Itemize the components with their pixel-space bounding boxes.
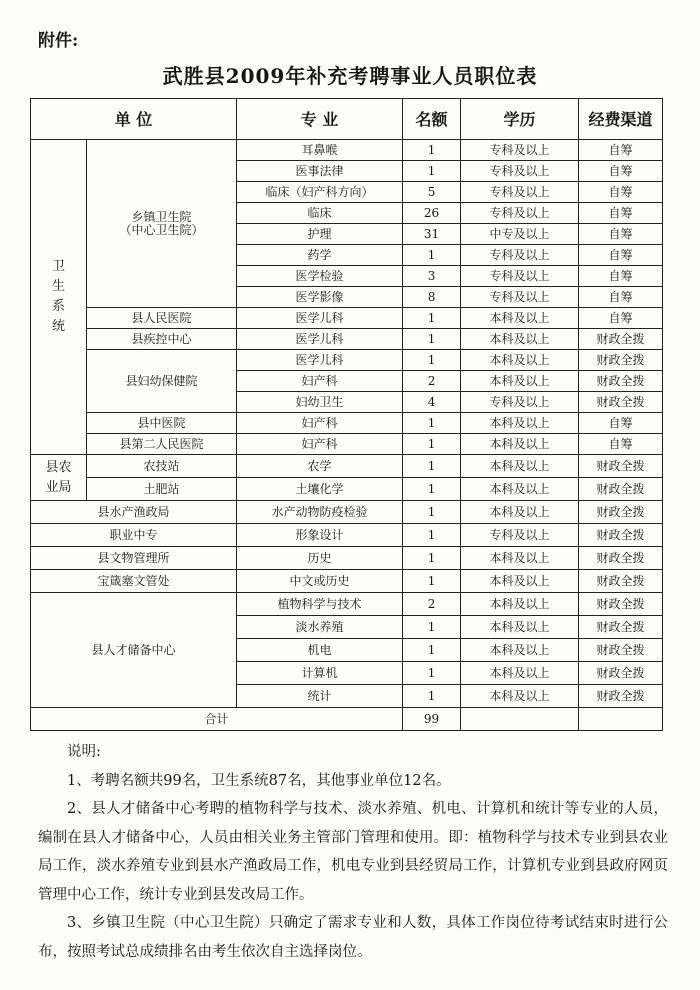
cell-education: 本科及以上 (461, 662, 579, 685)
unit-talent-center: 县人才储备中心 (31, 593, 237, 708)
unit-cdc: 县疾控中心 (87, 329, 237, 350)
note-item: 2、县人才储备中心考聘的植物科学与技术、淡水养殖、机电、计算机和统计等专业的人员，编制在县人才储备中心，人员由相关业务主管部门管理和使用。即：植物科学与技术专业到县农业局工作，淡水养殖专业到县水产渔政局工作，机电专业到县经贸局工作，计算机专业到县政府网页管理中心工作，统计专业到县发改局工作。 (38, 801, 668, 903)
cell-funding: 财政全拨 (579, 478, 663, 501)
cell-major: 医事法律 (237, 161, 403, 182)
table-row (31, 570, 663, 593)
unit-vocational-school: 职业中专 (31, 524, 237, 547)
table-row (31, 350, 663, 371)
cell-major: 耳鼻喉 (237, 140, 403, 161)
notes-section (38, 738, 668, 966)
total-row (31, 708, 663, 731)
cell-funding: 自筹 (579, 434, 663, 455)
cell-funding: 自筹 (579, 224, 663, 245)
cell-major: 植物科学与技术 (237, 593, 403, 616)
cell-education: 本科及以上 (461, 455, 579, 478)
cell-count: 8 (403, 287, 461, 308)
unit-maternal-child-hospital: 县妇幼保健院 (87, 350, 237, 413)
table-row (31, 413, 663, 434)
cell-funding: 自筹 (579, 245, 663, 266)
unit-county-hospital: 县人民医院 (87, 308, 237, 329)
cell-major: 妇产科 (237, 413, 403, 434)
notes-heading: 说明: (67, 744, 101, 760)
cell-major: 医学儿科 (237, 329, 403, 350)
cell-count: 1 (403, 662, 461, 685)
cell-count: 1 (403, 308, 461, 329)
cell-count: 1 (403, 413, 461, 434)
cell-major: 农学 (237, 455, 403, 478)
cell-education: 本科及以上 (461, 350, 579, 371)
cell-major: 机电 (237, 639, 403, 662)
cell-education: 专科及以上 (461, 392, 579, 413)
cell-count: 2 (403, 593, 461, 616)
cell-count: 1 (403, 245, 461, 266)
cell-count: 1 (403, 161, 461, 182)
cell-education: 本科及以上 (461, 478, 579, 501)
cell-education: 本科及以上 (461, 547, 579, 570)
cell-count: 1 (403, 140, 461, 161)
header-funding: 经费渠道 (579, 99, 663, 140)
cell-major: 中文或历史 (237, 570, 403, 593)
cell-education: 专科及以上 (461, 524, 579, 547)
page-title: 武胜县2009年补充考聘事业人员职位表 (162, 64, 538, 88)
unit-second-hospital: 县第二人民医院 (87, 434, 237, 455)
cell-education: 本科及以上 (461, 616, 579, 639)
cell-funding: 财政全拨 (579, 547, 663, 570)
cell-count: 26 (403, 203, 461, 224)
cell-funding: 财政全拨 (579, 329, 663, 350)
table-row (31, 455, 663, 478)
cell-education: 专科及以上 (461, 140, 579, 161)
cell-major: 历史 (237, 547, 403, 570)
cell-education: 专科及以上 (461, 287, 579, 308)
table-row (31, 140, 663, 161)
unit-soil-station: 土肥站 (87, 478, 237, 501)
cell-funding: 财政全拨 (579, 455, 663, 478)
cell-count: 2 (403, 371, 461, 392)
cell-major: 医学儿科 (237, 308, 403, 329)
cell-count: 1 (403, 524, 461, 547)
cell-count: 1 (403, 616, 461, 639)
cell-count: 1 (403, 501, 461, 524)
attachment-label: 附件: (38, 31, 79, 51)
cell-count: 3 (403, 266, 461, 287)
cell-count: 1 (403, 685, 461, 708)
cell-funding: 财政全拨 (579, 501, 663, 524)
table-row (31, 524, 663, 547)
table-header-row (31, 99, 663, 140)
cell-major: 临床 (237, 203, 403, 224)
unit-tcm-hospital: 县中医院 (87, 413, 237, 434)
cell-count: 1 (403, 570, 461, 593)
cell-education: 本科及以上 (461, 329, 579, 350)
total-label: 合计 (31, 708, 403, 731)
cell-funding: 自筹 (579, 308, 663, 329)
cell-count: 1 (403, 455, 461, 478)
cell-funding: 财政全拨 (579, 570, 663, 593)
positions-table (30, 98, 663, 731)
cell-major: 妇幼卫生 (237, 392, 403, 413)
cell-funding: 自筹 (579, 203, 663, 224)
cell-major: 药学 (237, 245, 403, 266)
cell-funding: 财政全拨 (579, 639, 663, 662)
cell-funding: 财政全拨 (579, 392, 663, 413)
cell-funding: 自筹 (579, 161, 663, 182)
cell-count: 1 (403, 547, 461, 570)
cell-education: 专科及以上 (461, 182, 579, 203)
cell-education: 本科及以上 (461, 570, 579, 593)
cell-education: 本科及以上 (461, 434, 579, 455)
cell-education: 专科及以上 (461, 266, 579, 287)
cell-major: 医学影像 (237, 287, 403, 308)
group-health-system: 卫生系统 (31, 140, 87, 455)
cell-education: 本科及以上 (461, 685, 579, 708)
cell-major: 计算机 (237, 662, 403, 685)
table-row (31, 501, 663, 524)
cell-count: 1 (403, 639, 461, 662)
cell-funding: 财政全拨 (579, 371, 663, 392)
cell-major: 临床（妇产科方向） (237, 182, 403, 203)
cell-count: 1 (403, 350, 461, 371)
cell-major: 妇产科 (237, 371, 403, 392)
unit-baozhen-office: 宝箴塞文管处 (31, 570, 237, 593)
cell-education: 本科及以上 (461, 593, 579, 616)
cell-major: 形象设计 (237, 524, 403, 547)
cell-funding: 自筹 (579, 287, 663, 308)
cell-education: 本科及以上 (461, 371, 579, 392)
header-count: 名额 (403, 99, 461, 140)
cell-count: 4 (403, 392, 461, 413)
cell-major: 医学儿科 (237, 350, 403, 371)
cell-funding: 财政全拨 (579, 616, 663, 639)
table-row (31, 547, 663, 570)
cell-education: 本科及以上 (461, 639, 579, 662)
cell-education: 本科及以上 (461, 413, 579, 434)
table-row (31, 593, 663, 616)
cell-count: 31 (403, 224, 461, 245)
cell-funding: 财政全拨 (579, 524, 663, 547)
cell-funding: 自筹 (579, 266, 663, 287)
cell-major: 淡水养殖 (237, 616, 403, 639)
empty-cell (579, 708, 663, 731)
cell-education: 中专及以上 (461, 224, 579, 245)
cell-funding: 自筹 (579, 140, 663, 161)
note-item: 3、乡镇卫生院（中心卫生院）只确定了需求专业和人数，具体工作岗位待考试结束时进行公布，按照考试总成绩排名由考生依次自主选择岗位。 (38, 915, 668, 960)
cell-education: 本科及以上 (461, 501, 579, 524)
cell-major: 水产动物防疫检验 (237, 501, 403, 524)
unit-relics-office: 县文物管理所 (31, 547, 237, 570)
note-item: 1、考聘名额共99名，卫生系统87名，其他事业单位12名。 (67, 772, 451, 789)
cell-education: 专科及以上 (461, 161, 579, 182)
cell-education: 专科及以上 (461, 203, 579, 224)
cell-funding: 财政全拨 (579, 685, 663, 708)
cell-funding: 自筹 (579, 182, 663, 203)
cell-major: 护理 (237, 224, 403, 245)
cell-major: 土壤化学 (237, 478, 403, 501)
cell-major: 妇产科 (237, 434, 403, 455)
unit-township-hospital: 乡镇卫生院 （中心卫生院） (87, 140, 237, 308)
unit-fishery-bureau: 县水产渔政局 (31, 501, 237, 524)
table-row (31, 308, 663, 329)
cell-count: 1 (403, 329, 461, 350)
cell-funding: 自筹 (579, 413, 663, 434)
cell-major: 统计 (237, 685, 403, 708)
header-major: 专 业 (237, 99, 403, 140)
cell-funding: 财政全拨 (579, 350, 663, 371)
table-row (31, 329, 663, 350)
cell-funding: 财政全拨 (579, 662, 663, 685)
empty-cell (461, 708, 579, 731)
cell-education: 本科及以上 (461, 308, 579, 329)
unit-agri-station: 农技站 (87, 455, 237, 478)
cell-major: 医学检验 (237, 266, 403, 287)
total-count: 99 (403, 708, 461, 731)
cell-education: 专科及以上 (461, 245, 579, 266)
header-unit: 单 位 (31, 99, 237, 140)
group-agriculture-bureau: 县农业局 (31, 455, 87, 501)
cell-count: 1 (403, 434, 461, 455)
cell-funding: 财政全拨 (579, 593, 663, 616)
table-row (31, 478, 663, 501)
header-education: 学历 (461, 99, 579, 140)
cell-count: 5 (403, 182, 461, 203)
cell-count: 1 (403, 478, 461, 501)
table-row (31, 434, 663, 455)
